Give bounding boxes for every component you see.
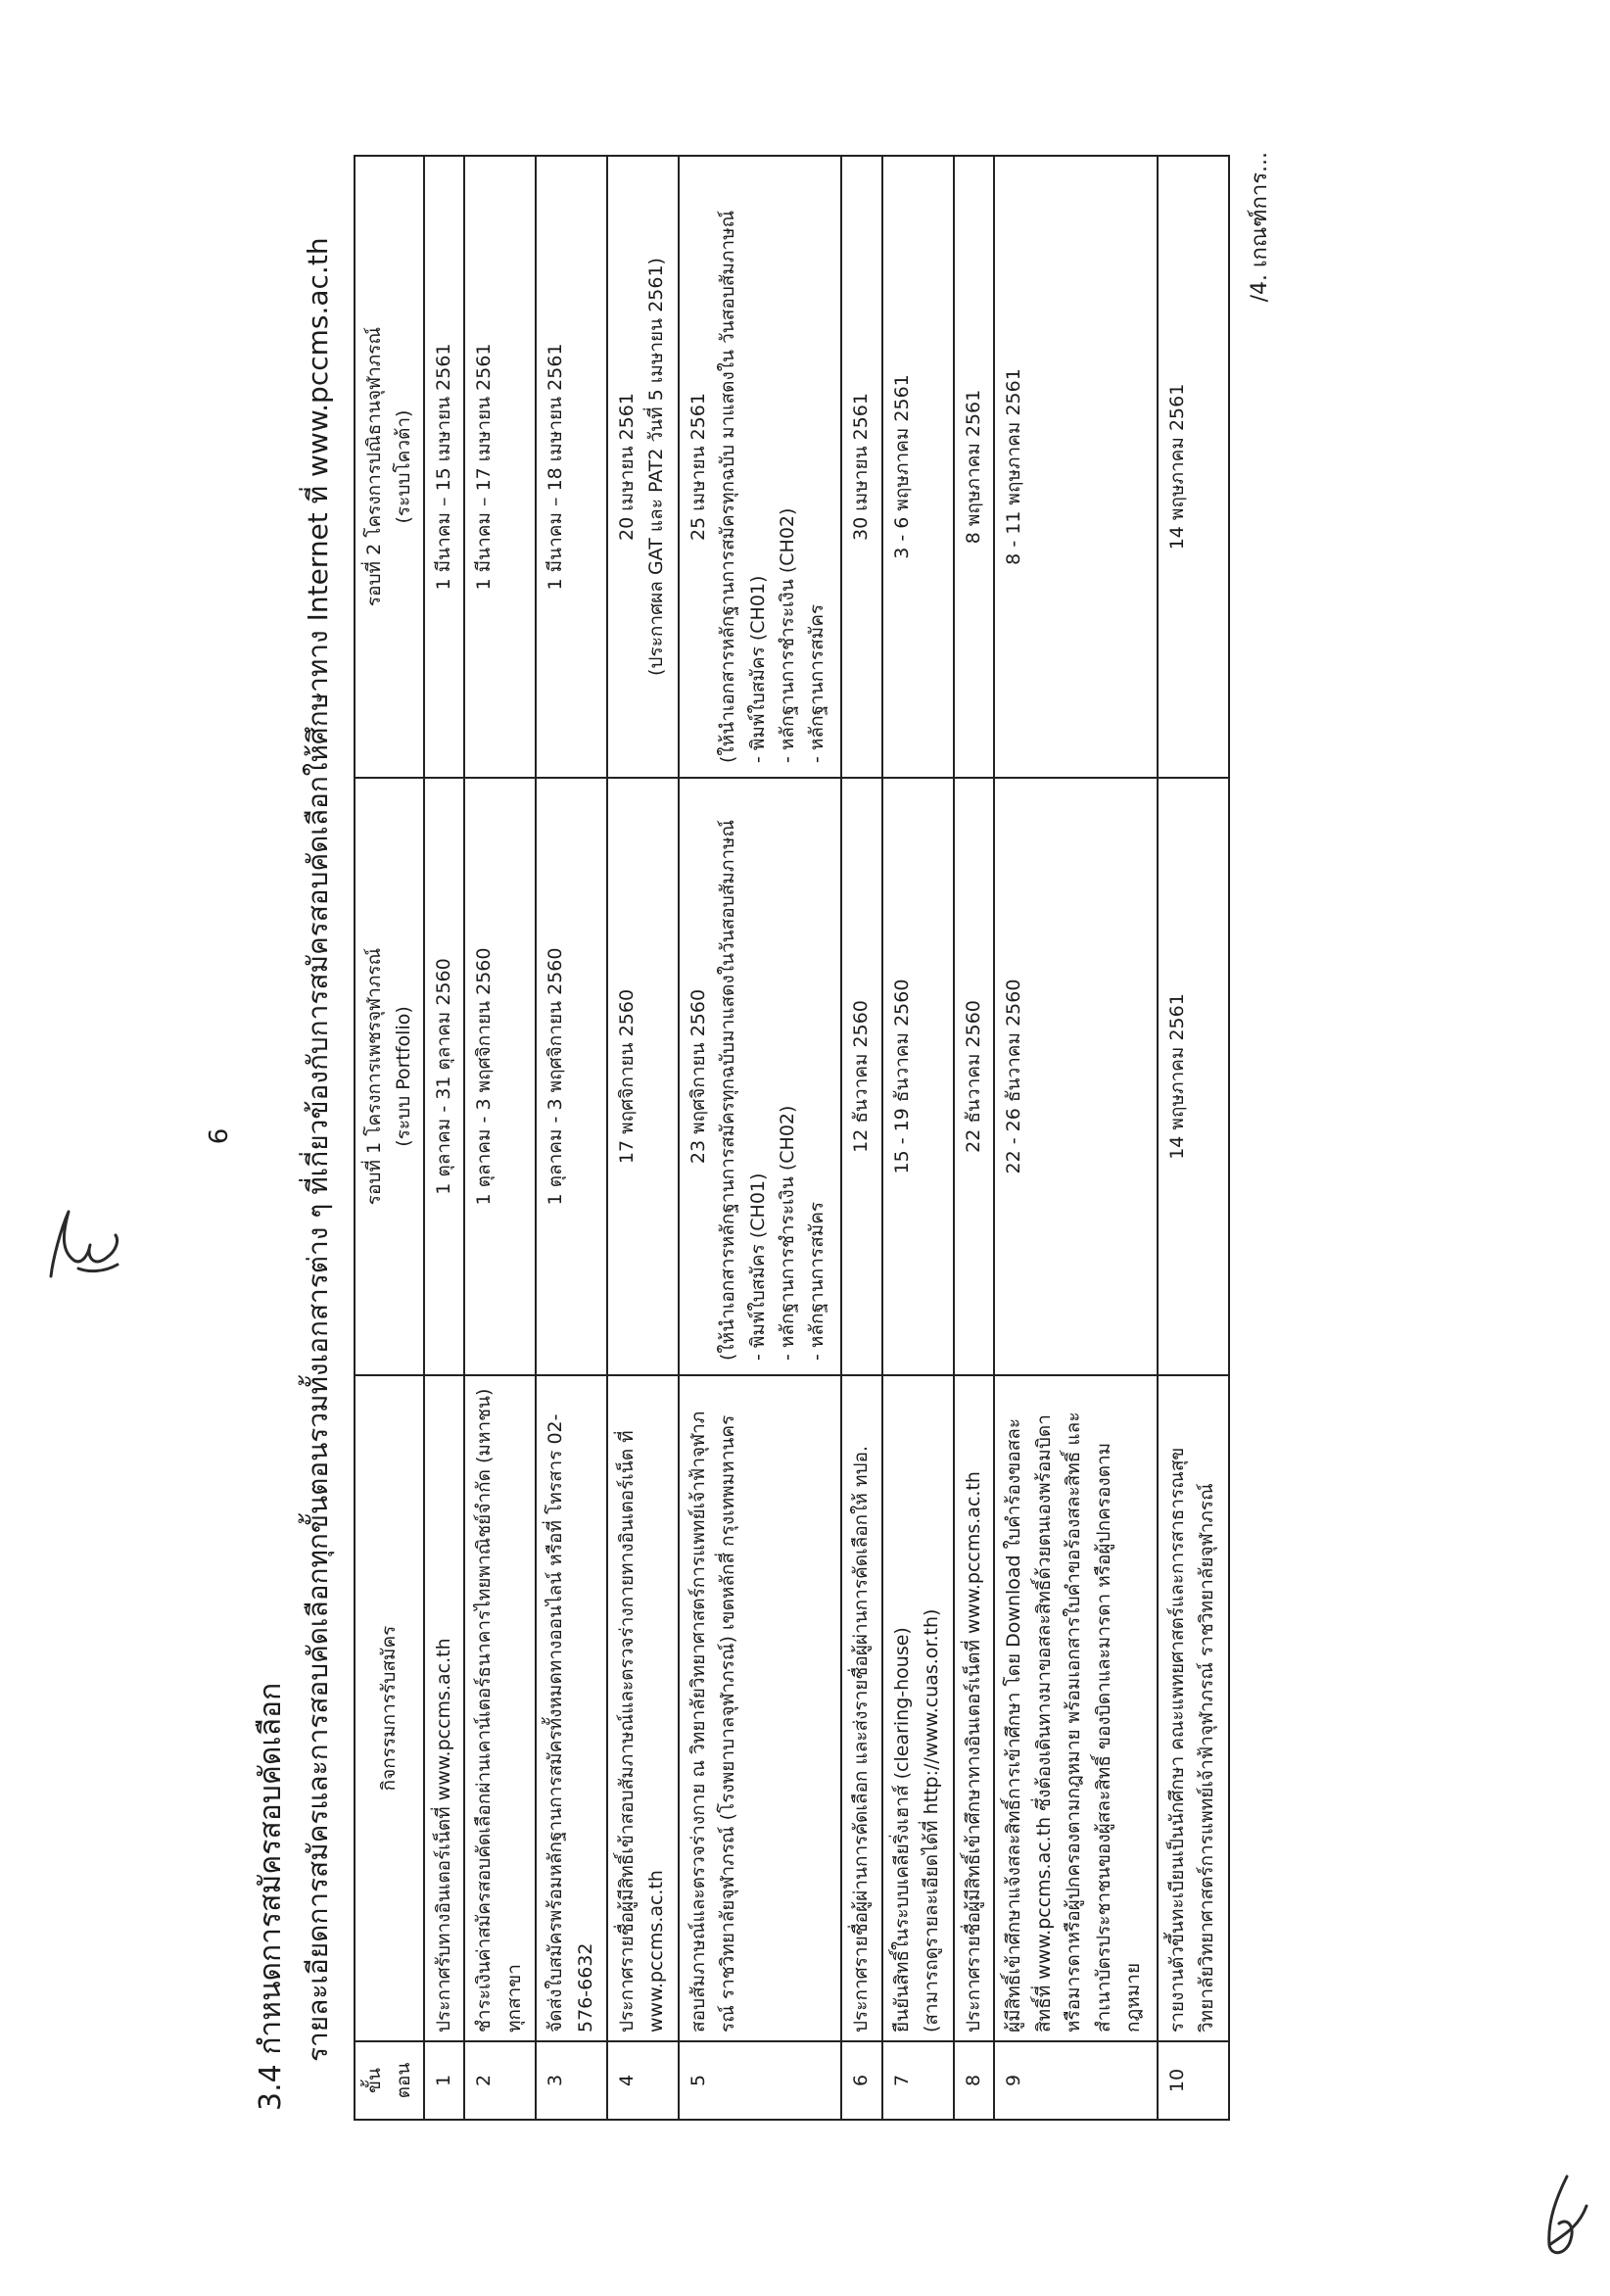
step-number: 4	[607, 2041, 679, 2120]
table-row	[536, 156, 607, 2120]
round1-date: 1 ตุลาคม - 3 พฤศจิกายน 2560	[536, 778, 607, 1375]
header-round2	[355, 156, 424, 778]
header-round1-subtitle: (ระบบ Portfolio)	[393, 1006, 415, 1147]
activity-cell: รายงานตัวขึ้นทะเบียนเป็นนักศึกษา คณะแพทยศาสตร์และการสาธารณสุข วิทยาลัยวิทยาศาสตร์การแพทย์เจ้าฟ้าจุฬาภรณ์ ราชวิทยาลัยจุฬาภรณ์	[1158, 1375, 1229, 2041]
round2-date: 3 - 6 พฤษภาคม 2561	[882, 156, 954, 778]
activity-cell: ประกาศรายชื่อผู้ผ่านการคัดเลือก และส่งรายชื่อผู้ผ่านการคัดเลือกให้ ทปอ.	[841, 1375, 882, 2041]
table-row	[994, 156, 1158, 2120]
round1-document-list	[713, 787, 832, 1366]
header-step: ขั้นตอน	[355, 2041, 424, 2120]
activity-cell: ประกาศรายชื่อผู้มีสิทธิ์เข้าศึกษาทางอินเตอร์เน็ตที่ www.pccms.ac.th	[954, 1375, 995, 2041]
activity-cell: ประกาศรับทางอินเตอร์เน็ตที่ www.pccms.ac.th	[424, 1375, 465, 2041]
round2-cell	[679, 156, 842, 778]
list-item: - พิมพ์ใบสมัคร (CH01)	[746, 575, 769, 763]
table-row	[679, 156, 842, 2120]
step-number: 5	[679, 2041, 842, 2120]
activity-cell: จัดส่งใบสมัครพร้อมหลักฐานการสมัครทั้งหมดทางออนไลน์ หรือที่ โทรสาร 02-576-6632	[536, 1375, 607, 2041]
table-row	[954, 156, 995, 2120]
section-heading: 3.4 กำหนดการสมัครสอบคัดเลือก	[254, 1682, 288, 2111]
step-number: 8	[954, 2041, 995, 2120]
round1-date: 17 พฤศจิกายน 2560	[607, 778, 679, 1375]
list-item: - หลักฐานการชำระเงิน (CH02)	[777, 1105, 798, 1361]
round1-date: 12 ธันวาคม 2560	[841, 778, 882, 1375]
table-row	[882, 156, 954, 2120]
header-activity: กิจกรรมการรับสมัคร	[355, 1375, 424, 2041]
round2-document-list	[713, 165, 832, 769]
round2-date: 1 มีนาคม – 17 เมษายน 2561	[464, 156, 536, 778]
round1-date: 22 ธันวาคม 2560	[954, 778, 995, 1375]
step-number: 6	[841, 2041, 882, 2120]
round1-note: (ให้นำเอกสารหลักฐานการสมัครทุกฉบับมาแสดงในวันสอบสัมภาษณ์	[717, 819, 739, 1361]
step-number: 7	[882, 2041, 954, 2120]
step-number: 3	[536, 2041, 607, 2120]
round1-date: 1 ตุลาคม - 3 พฤศจิกายน 2560	[464, 778, 536, 1375]
round2-date: 20 เมษายน 2561	[616, 393, 638, 541]
round2-note: (ประกาศผล GAT และ PAT2 วันที่ 5 เมษายน 2561)	[645, 258, 668, 676]
round2-date: 30 เมษายน 2561	[841, 156, 882, 778]
handwritten-initials	[39, 1200, 127, 1283]
table-row	[607, 156, 679, 2120]
round2-date: 1 มีนาคม – 18 เมษายน 2561	[536, 156, 607, 778]
round1-date: 1 ตุลาคม - 31 ตุลาคม 2560	[424, 778, 465, 1375]
round2-cell	[607, 156, 679, 778]
activity-cell: ผู้มีสิทธิ์เข้าศึกษาแจ้งสละสิทธิ์การเข้าศึกษา โดย Download ใบคำร้องขอสละสิทธิ์ที่ www.pccms.ac.th ซึ่งต้องเดินทางมาขอสละสิทธิ์ด้วยตนเองพร้อมบิดาหรือมารดาหรือผู้ปกครองตามกฎหมาย พร้อมเอกสารใบคำขอร้องสละสิทธิ์ และ สำเนาบัตรประชาชนของผู้สละสิทธิ์ ของบิดาและมารดา หรือผู้ปกครองตามกฎหมาย	[994, 1375, 1158, 2041]
step-number: 9	[994, 2041, 1158, 2120]
intro-paragraph: รายละเอียดการสมัครและการสอบคัดเลือกทุกขั้นตอนรวมทั้งเอกสารต่าง ๆ ที่เกี่ยวข้องกับการสมัครสอบคัดเลือกให้ศึกษาทาง Internet ที่ www.pccms.ac.th	[302, 237, 334, 2062]
round1-date: 23 พฤศจิกายน 2560	[687, 988, 709, 1165]
table-row	[424, 156, 465, 2120]
round1-date: 22 - 26 ธันวาคม 2560	[994, 778, 1158, 1375]
activity-cell: ประกาศรายชื่อผู้มีสิทธิ์เข้าสอบสัมภาษณ์และตรวจร่างกายทางอินเตอร์เน็ต ที่ www.pccms.ac.th	[607, 1375, 679, 2041]
round1-cell	[679, 778, 842, 1375]
page-number: 6	[205, 1127, 234, 1145]
round2-date: 8 พฤษภาคม 2561	[954, 156, 995, 778]
header-round2-title: รอบที่ 2 โครงการปณิธานจุฬาภรณ์	[363, 326, 385, 607]
list-item: - หลักฐานการสมัคร	[806, 1201, 829, 1361]
header-round2-subtitle: (ระบบโควต้า)	[393, 409, 415, 524]
rotated-content	[199, 152, 1276, 2121]
continuation-note: /4. เกณฑ์การ...	[1248, 152, 1272, 303]
table-row	[841, 156, 882, 2120]
header-round1	[355, 778, 424, 1375]
table-row	[1158, 156, 1229, 2120]
step-number: 2	[464, 2041, 536, 2120]
round2-date: 25 เมษายน 2561	[687, 393, 709, 541]
round2-date: 14 พฤษภาคม 2561	[1158, 156, 1229, 778]
activity-text: ยืนยันสิทธิ์ในระบบเคลียริ่งเฮาส์ (clearing-house)	[891, 1627, 914, 2033]
list-item: - พิมพ์ใบสมัคร (CH01)	[746, 1172, 769, 1361]
activity-cell	[882, 1375, 954, 2041]
round1-date: 14 พฤษภาคม 2561	[1158, 778, 1229, 1375]
table-row	[464, 156, 536, 2120]
step-number: 1	[424, 2041, 465, 2120]
handwritten-signature-mark	[1528, 2167, 1596, 2265]
table-header-row	[355, 156, 424, 2120]
round2-date: 8 - 11 พฤษภาคม 2561	[994, 156, 1158, 778]
list-item: - หลักฐานการชำระเงิน (CH02)	[777, 507, 798, 763]
activity-cell: สอบสัมภาษณ์และตรวจร่างกาย ณ วิทยาลัยวิทยาศาสตร์การแพทย์เจ้าฟ้าจุฬาภรณ์ ราชวิทยาลัยจุฬาภรณ์ (โรงพยาบาลจุฬาภรณ์) เขตหลักสี่ กรุงเทพมหานคร	[679, 1375, 842, 2041]
list-item: - หลักฐานการสมัคร	[806, 603, 829, 763]
round2-note: (ให้นำเอกสารหลักฐานการสมัครทุกฉบับ มาแสดงใน วันสอบสัมภาษณ์	[717, 210, 739, 763]
round1-date: 15 - 19 ธันวาคม 2560	[882, 778, 954, 1375]
activity-cell: ชำระเงินค่าสมัครสอบคัดเลือกผ่านเคาน์เตอร์ธนาคารไทยพาณิชย์จำกัด (มหาชน) ทุกสาขา	[464, 1375, 536, 2041]
activity-note: (สามารถดูรายละเอียดได้ที่ http://www.cuas.or.th)	[921, 1608, 943, 2033]
step-number: 10	[1158, 2041, 1229, 2120]
schedule-table	[354, 155, 1230, 2121]
header-round1-title: รอบที่ 1 โครงการเพชรจุฬาภรณ์	[363, 947, 385, 1206]
round2-date: 1 มีนาคม – 15 เมษายน 2561	[424, 156, 465, 778]
